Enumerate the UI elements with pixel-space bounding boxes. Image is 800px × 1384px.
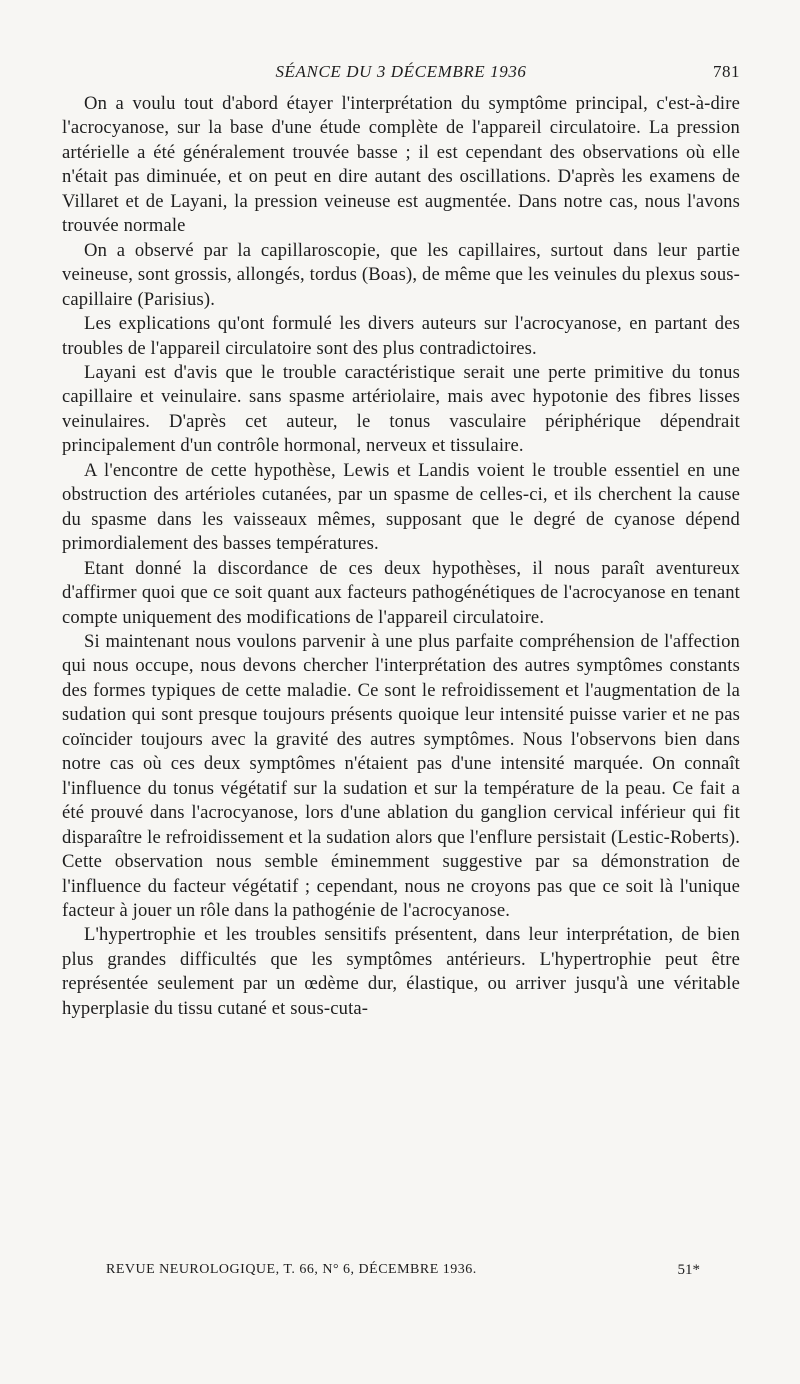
running-head-title: SÉANCE DU 3 DÉCEMBRE 1936	[275, 62, 527, 81]
paragraph: Les explications qu'ont formulé les divers auteurs sur l'acrocyanose, en partant des troubles de l'appareil circulatoire sont des plus contradictoires.	[62, 313, 740, 359]
signature-folio: 51*	[677, 1262, 700, 1278]
paragraph: L'hypertrophie et les troubles sensitifs présentent, dans leur interprétation, de bien plus grandes difficultés que les symptômes antérieurs. L'hypertrophie peut être représentée seulement par un œdème dur, élastique, ou arriver jusqu'à une véritable hyperplasie du tissu cutané et sous-cuta-	[62, 924, 740, 1019]
page-number: 781	[713, 62, 740, 81]
body-text	[62, 92, 740, 1021]
paragraph: Layani est d'avis que le trouble caractéristique serait une perte primitive du tonus capillaire et veinulaire. sans spasme artériolaire, mais avec hypotonie des fibres lisses veinulaires. D'après cet auteur, le tonus vasculaire périphérique dépendrait principalement d'un contrôle hormonal, nerveux et tissulaire.	[62, 361, 740, 457]
page-footer	[106, 1262, 740, 1286]
journal-citation: REVUE NEUROLOGIQUE, T. 66, N° 6, DÉCEMBRE 1936.	[106, 1262, 477, 1277]
paragraph: A l'encontre de cette hypothèse, Lewis et Landis voient le trouble essentiel en une obstruction des artérioles cutanées, par un spasme de celles-ci, et ils cherchent la cause du spasme dans les vaisseaux mêmes, supposant que le degré de cyanose dépend primordialement des basses températures.	[62, 459, 740, 555]
paragraph: On a voulu tout d'abord étayer l'interprétation du symptôme principal, c'est-à-dire l'acrocyanose, sur la base d'une étude complète de l'appareil circulatoire. La pression artérielle a été généralement trouvée basse ; il est cependant des observations où elle n'était pas diminuée, et on peut en dire autant des oscillations. D'après les examens de Villaret et de Layani, la pression veineuse est augmentée. Dans notre cas, nous l'avons trouvée normale	[62, 93, 740, 237]
paragraph: Etant donné la discordance de ces deux hypothèses, il nous paraît aventureux d'affirmer quoi que ce soit quant aux facteurs pathogénétiques de l'acrocyanose en tenant compte uniquement des modifications de l'appareil circulatoire.	[62, 557, 740, 628]
page	[62, 62, 740, 1021]
paragraph: On a observé par la capillaroscopie, que les capillaires, surtout dans leur partie veineuse, sont grossis, allongés, tordus (Boas), de même que les veinules du plexus sous-capillaire (Parisius).	[62, 239, 740, 310]
paragraph: Si maintenant nous voulons parvenir à une plus parfaite compréhension de l'affection qui nous occupe, nous devons chercher l'interprétation des autres symptômes constants des formes typiques de cette maladie. Ce sont le refroidissement et l'augmentation de la sudation qui sont presque toujours présents quoique leur intensité puisse varier et ne pas coïncider toujours avec la gravité des autres symptômes. Nous l'observons bien dans notre cas où ces deux symptômes n'étaient pas d'une intensité marquée. On connaît l'influence du tonus végétatif sur la sudation et sur la température de la peau. Ce fait a été prouvé dans l'acrocyanose, lors d'une ablation du ganglion cervical inférieur qui fit disparaître le refroidissement et la sudation alors que l'enflure persistait (Lestic-Roberts). Cette observation nous semble éminemment suggestive par sa démonstration de l'influence du facteur végétatif ; cependant, nous ne croyons pas que ce soit là l'unique facteur à jouer un rôle dans la pathogénie de l'acrocyanose.	[62, 630, 740, 921]
running-head	[62, 62, 740, 92]
